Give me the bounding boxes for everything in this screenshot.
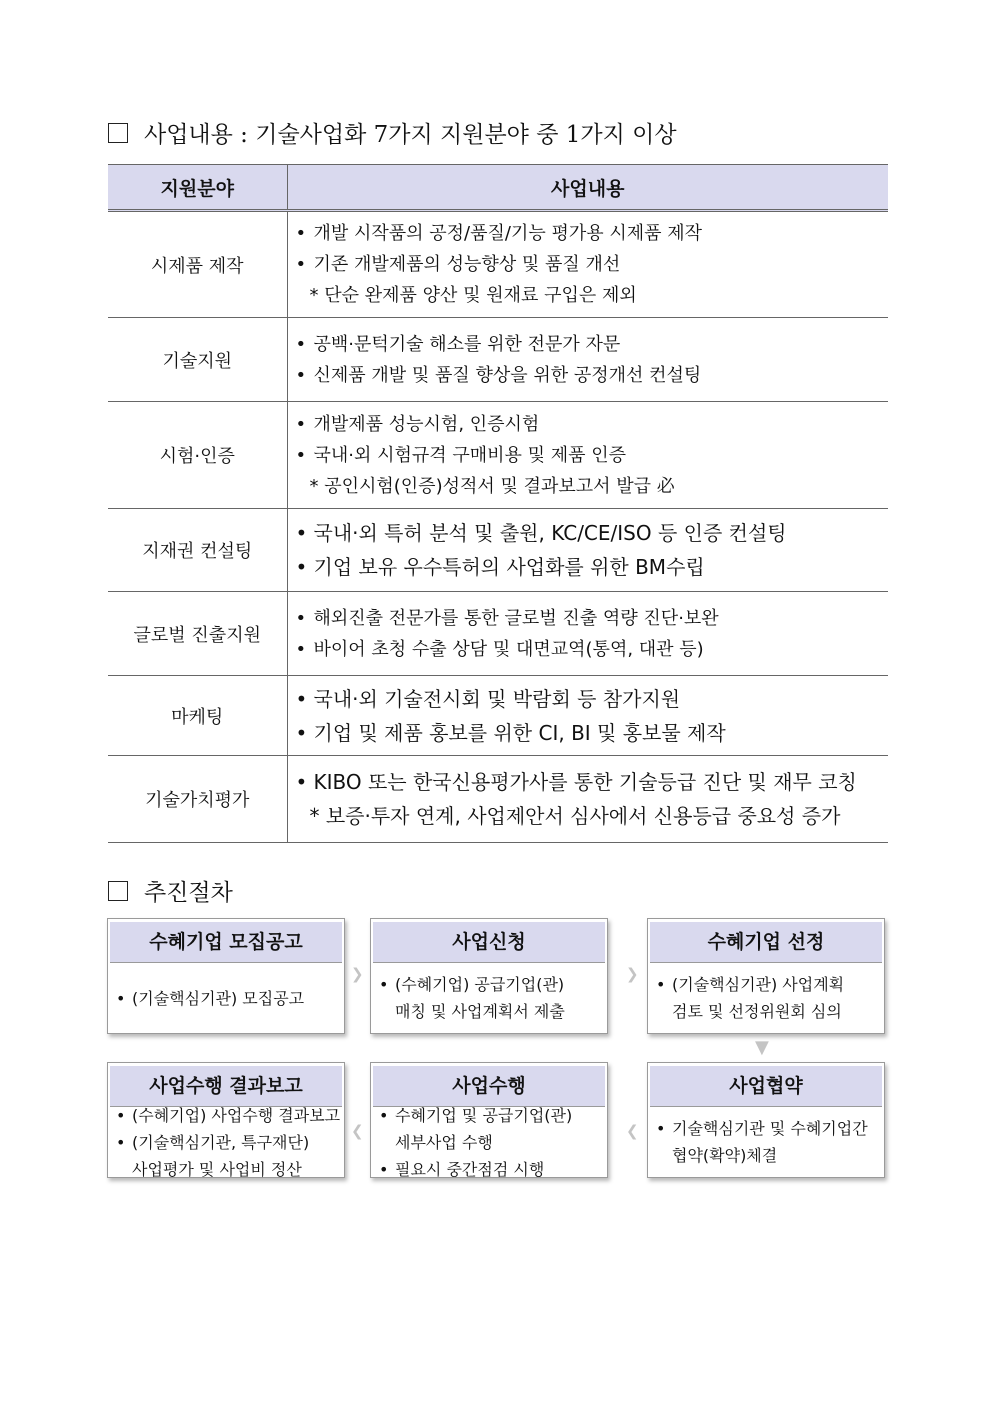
item-text: 기업 및 제품 홍보를 위한 CI, BI 및 홍보물 제작 xyxy=(313,720,726,745)
item-text-continued: 세부사업 수행 xyxy=(395,1132,493,1152)
section-heading-procedure xyxy=(108,874,233,907)
bullet-item xyxy=(296,360,883,391)
note-line xyxy=(296,799,883,833)
bullet-item xyxy=(296,634,883,665)
item-text: 해외진출 전문가를 통한 글로벌 진출 역량 진단·보완 xyxy=(313,607,719,629)
item-text: * 단순 완제품 양산 및 원재료 구입은 제외 xyxy=(309,285,637,306)
table-row xyxy=(108,318,888,402)
item-text: * 공인시험(인증)성적서 및 결과보고서 발급 必 xyxy=(309,475,675,497)
support-field-cell: 마케팅 xyxy=(108,676,287,756)
step-box-recruitment xyxy=(107,918,345,1034)
item-text-continued: 사업평가 및 사업비 정산 xyxy=(132,1159,302,1179)
item-text: (기술핵심기관) 모집공고 xyxy=(132,988,305,1008)
item-text: 기술핵심기관 및 수혜기업간 xyxy=(672,1119,868,1138)
item-text: (기술핵심기관, 특구재단) xyxy=(132,1132,310,1152)
bullet-item xyxy=(656,1115,878,1142)
bullet-item xyxy=(296,409,883,440)
header-support-field: 지원분야 xyxy=(108,165,287,211)
bullet-item xyxy=(296,249,883,280)
bullet-item xyxy=(116,1129,338,1156)
step-title: 수혜기업 선정 xyxy=(650,922,882,963)
step-title: 사업수행 결과보고 xyxy=(110,1066,342,1107)
item-text-continued: 협약(확약)체결 xyxy=(672,1146,778,1165)
support-field-cell: 지재권 컨설팅 xyxy=(108,509,287,592)
item-text: 공백·문턱기술 해소를 위한 전문가 자문 xyxy=(313,333,621,355)
table-row xyxy=(108,592,888,676)
business-content-cell xyxy=(287,756,888,843)
bullet-icon: • xyxy=(656,975,666,994)
support-field-table xyxy=(108,164,888,843)
note-line xyxy=(296,280,883,311)
step-body xyxy=(379,1105,601,1179)
arrow-down-icon: ▼ xyxy=(755,1037,769,1058)
support-field-cell: 시험·인증 xyxy=(108,402,287,509)
arrow-right-icon: ❯ xyxy=(626,965,639,983)
item-text-continued: 검토 및 선정위원회 심의 xyxy=(672,1002,842,1021)
support-field-cell: 시제품 제작 xyxy=(108,211,287,318)
bullet-icon: • xyxy=(379,1105,389,1125)
item-text: 기업 보유 우수특허의 사업화를 위한 BM수립 xyxy=(313,555,705,579)
item-text: (수혜기업) 사업수행 결과보고 xyxy=(132,1105,341,1125)
bullet-item xyxy=(379,971,601,998)
note-line xyxy=(296,471,883,502)
item-text: 개발 시작품의 공정/품질/기능 평가용 시제품 제작 xyxy=(313,223,702,244)
step-box-agreement xyxy=(647,1062,885,1178)
bullet-item xyxy=(296,603,883,634)
bullet-icon: • xyxy=(295,333,307,355)
item-text: 신제품 개발 및 품질 향상을 위한 공정개선 컨설팅 xyxy=(313,364,702,386)
step-title: 사업신청 xyxy=(373,922,605,963)
item-text: (수혜기업) 공급기업(관) xyxy=(395,975,565,994)
bullet-item xyxy=(296,440,883,471)
bullet-icon: • xyxy=(379,975,389,994)
step-title: 사업수행 xyxy=(373,1066,605,1107)
support-field-cell: 기술지원 xyxy=(108,318,287,402)
step-box-execution xyxy=(370,1062,608,1178)
item-text: KIBO 또는 한국신용평가사를 통한 기술등급 진단 및 재무 코칭 xyxy=(313,770,857,794)
business-content-cell xyxy=(287,592,888,676)
bullet-icon: • xyxy=(295,413,307,435)
table-row xyxy=(108,211,888,318)
step-body xyxy=(379,965,601,1031)
bullet-icon: • xyxy=(295,364,307,386)
section-heading-business-content xyxy=(108,116,677,149)
item-text: 바이어 초청 수출 상담 및 대면교역(통역, 대관 등) xyxy=(313,638,704,660)
bullet-icon: • xyxy=(295,770,308,794)
bullet-item xyxy=(656,971,878,998)
checkbox-square-icon xyxy=(108,881,128,901)
bullet-item xyxy=(379,1156,601,1183)
table-header-row xyxy=(108,165,888,211)
bullet-item xyxy=(116,1102,341,1129)
bullet-icon: • xyxy=(295,607,307,629)
support-field-cell: 글로벌 진출지원 xyxy=(108,592,287,676)
step-title: 수혜기업 모집공고 xyxy=(110,922,342,963)
step-box-selection xyxy=(647,918,885,1034)
step-body xyxy=(656,1109,878,1175)
step-box-result-report xyxy=(107,1062,345,1178)
bullet-item xyxy=(296,550,883,584)
step-title: 사업협약 xyxy=(650,1066,882,1107)
bullet-item xyxy=(379,1102,601,1129)
bullet-icon: • xyxy=(295,555,308,579)
table-row xyxy=(108,509,888,592)
item-text-continued: 매칭 및 사업계획서 제출 xyxy=(395,1002,565,1021)
bullet-icon: • xyxy=(295,638,307,660)
business-content-cell xyxy=(287,402,888,509)
step-body xyxy=(116,1105,341,1179)
step-body xyxy=(656,965,878,1031)
table-row xyxy=(108,756,888,843)
item-text: 필요시 중간점검 시행 xyxy=(395,1159,545,1179)
bullet-icon: • xyxy=(656,1119,666,1138)
item-text: 개발제품 성능시험, 인증시험 xyxy=(313,413,540,435)
bullet-item xyxy=(116,985,338,1012)
arrow-left-icon: ❮ xyxy=(626,1122,639,1140)
item-text: 국내·외 시험규격 구매비용 및 제품 인증 xyxy=(313,444,627,466)
item-text: 국내·외 특허 분석 및 출원, KC/CE/ISO 등 인증 컨설팅 xyxy=(313,521,787,545)
bullet-icon: • xyxy=(295,223,307,244)
step-box-application xyxy=(370,918,608,1034)
item-text: (기술핵심기관) 사업계획 xyxy=(672,975,845,994)
section-title: 사업내용 : 기술사업화 7가지 지원분야 중 1가지 이상 xyxy=(144,122,677,148)
bullet-icon: • xyxy=(295,686,308,711)
item-text: * 보증·투자 연계, 사업제안서 심사에서 신용등급 중요성 증가 xyxy=(309,804,841,828)
header-business-content: 사업내용 xyxy=(287,165,888,211)
bullet-item xyxy=(296,765,883,799)
bullet-icon: • xyxy=(295,444,307,466)
bullet-item xyxy=(296,716,883,750)
arrow-left-icon: ❮ xyxy=(351,1122,364,1140)
business-content-cell xyxy=(287,509,888,592)
arrow-right-icon: ❯ xyxy=(351,965,364,983)
bullet-icon: • xyxy=(295,254,307,275)
bullet-item xyxy=(296,218,883,249)
table-row xyxy=(108,676,888,756)
bullet-item xyxy=(296,682,883,716)
bullet-item xyxy=(296,516,883,550)
bullet-icon: • xyxy=(379,1159,389,1179)
step-body xyxy=(116,965,338,1031)
bullet-icon: • xyxy=(116,988,126,1008)
support-field-cell: 기술가치평가 xyxy=(108,756,287,843)
business-content-cell xyxy=(287,211,888,318)
item-text: 기존 개발제품의 성능향상 및 품질 개선 xyxy=(313,254,621,275)
section-title: 추진절차 xyxy=(144,880,233,906)
item-text: 국내·외 기술전시회 및 박람회 등 참가지원 xyxy=(313,686,681,711)
business-content-cell xyxy=(287,318,888,402)
checkbox-square-icon xyxy=(108,123,128,143)
bullet-icon: • xyxy=(295,521,308,545)
bullet-icon: • xyxy=(116,1132,126,1152)
item-text: 수혜기업 및 공급기업(관) xyxy=(395,1105,573,1125)
bullet-icon: • xyxy=(116,1105,126,1125)
business-content-cell xyxy=(287,676,888,756)
bullet-icon: • xyxy=(295,720,308,745)
table-row xyxy=(108,402,888,509)
bullet-item xyxy=(296,329,883,360)
